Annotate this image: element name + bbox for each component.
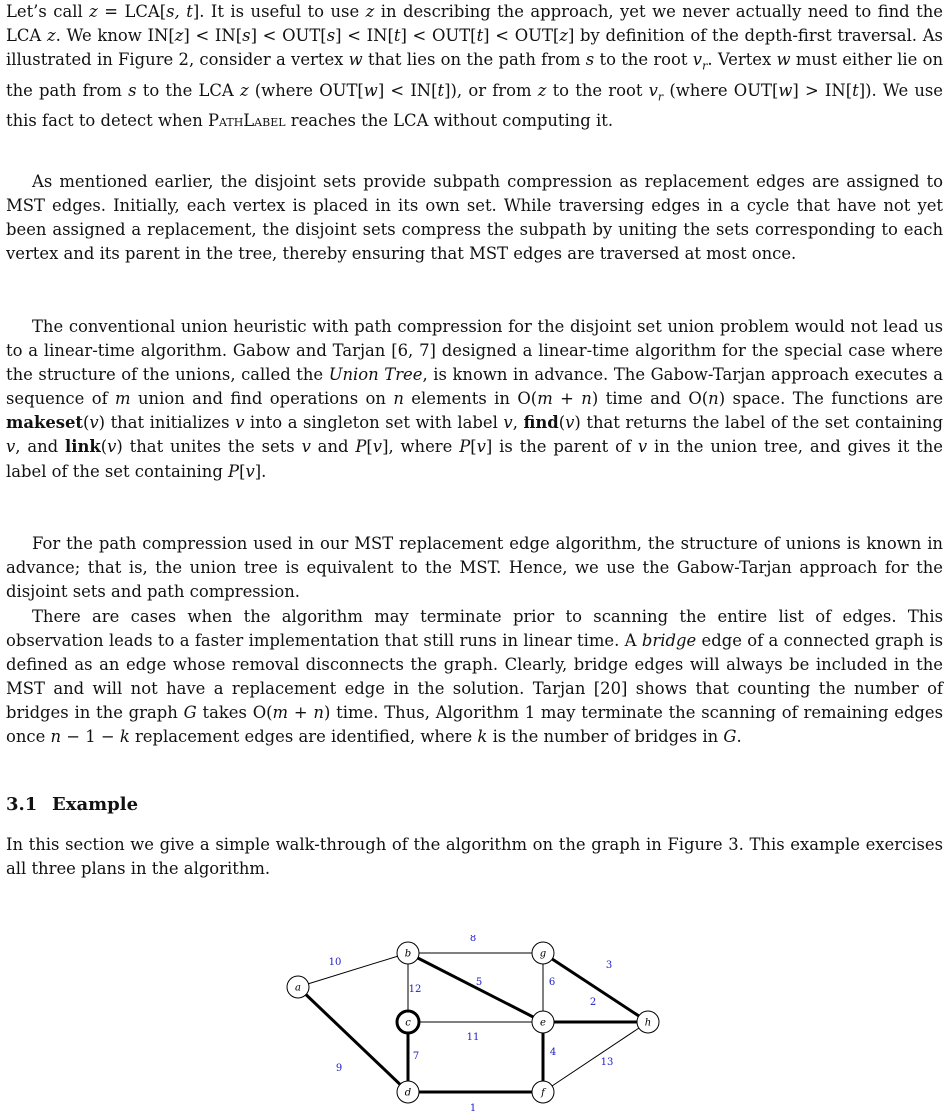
edge-a-b [298, 953, 408, 987]
edge-weight-e-h: 2 [589, 997, 597, 1008]
edge-weight-a-b: 10 [328, 957, 342, 968]
paragraph-bridges: There are cases when the algorithm may terminate prior to scanning the entire list of edges. This observation leads to a faster implementation that still runs in linear time. A bridge edge of a connected graph is defined as an edge whose removal disconnects the graph. Clearly, bridge edges will always be included in the MST and will not have a replacement edge in the solution. Tarjan [20] shows that counting the number of bridges in the graph G takes O(m + n) time. Thus, Algorithm 1 may terminate the scanning of remaining edges once n − 1 − k replacement edges are identified, where k is the number of bridges in G. [6, 607, 944, 747]
node-label-a: a [295, 982, 301, 994]
node-label-c: c [405, 1017, 411, 1029]
paragraph-path-compression: For the path compression used in our MST replacement edge algorithm, the structure of unions is known in advance; that is, the union tree is equivalent to the MST. Hence, we use the Gabow-Tarjan approach for the disjoint sets and path compression. [6, 534, 943, 602]
edge-weight-f-h: 13 [600, 1057, 614, 1068]
example-graph-figure [277, 935, 677, 1111]
section-number: 3.1 [6, 794, 38, 815]
edge-weight-d-f: 1 [469, 1103, 477, 1111]
node-label-g: g [539, 948, 547, 960]
edge-weight-g-h: 3 [605, 960, 613, 971]
edge-weight-b-g: 8 [469, 935, 477, 944]
node-label-f: f [541, 1087, 545, 1099]
paragraph-lca: Let’s call z = LCA[s, t]. It is useful to use z in describing the approach, yet we never actually need to find the LCA z. We know IN[z] < IN[s] < OUT[s] < IN[t] < OUT[t] < OUT[z] by definition of the depth-first traversal. As illustrated in Figure 2, consider a vertex w that lies on the path from s to the root $v_r$. Vertex w must either lie on the path from s to the LCA z (where OUT[w] < IN[t]), or from z to the root $v_r$ (where OUT[w] > IN[t]). We use this fact to detect when PathLabel reaches the LCA without computing it. [6, 2, 944, 130]
edge-g-h [543, 953, 648, 1022]
node-label-d: d [404, 1087, 412, 1099]
edge-weight-c-e: 11 [466, 1032, 480, 1043]
edge-weight-c-d: 7 [412, 1051, 420, 1062]
node-label-h: h [644, 1017, 652, 1029]
node-label-e: e [540, 1017, 546, 1029]
edge-weight-b-e: 5 [475, 977, 483, 988]
section-title: Example [52, 794, 139, 815]
section-heading [6, 794, 138, 815]
edge-weight-e-f: 4 [549, 1047, 557, 1058]
paragraph-example-intro: In this section we give a simple walk-through of the algorithm on the graph in Figure 3. This example exercises all three plans in the algorithm. [6, 835, 943, 879]
paragraph-gabow-tarjan: The conventional union heuristic with path compression for the disjoint set union problem would not lead us to a linear-time algorithm. Gabow and Tarjan [6, 7] designed a linear-time algorithm for the special case where the structure of the unions, called the Union Tree, is known in advance. The Gabow-Tarjan approach executes a sequence of m union and find operations on n elements in O(m + n) time and O(n) space. The functions are makeset(v) that initializes v into a singleton set with label v, find(v) that returns the label of the set containing v, and link(v) that unites the sets v and P[v], where P[v] is the parent of v in the union tree, and gives it the label of the set containing P[v]. [6, 317, 944, 481]
node-label-b: b [404, 948, 412, 960]
edge-weight-b-c: 12 [408, 984, 422, 995]
edge-weight-a-d: 9 [335, 1063, 343, 1074]
edge-f-h [543, 1022, 648, 1092]
edge-a-d [298, 987, 408, 1092]
edge-weight-g-e: 6 [548, 977, 556, 988]
paragraph-disjoint-sets: As mentioned earlier, the disjoint sets provide subpath compression as replacement edges are assigned to MST edges. Initially, each vertex is placed in its own set. While traversing edges in a cycle that have not yet been assigned a replacement, the disjoint sets compress the subpath by uniting the sets corresponding to each vertex and its parent in the tree, thereby ensuring that MST edges are traversed at most once. [6, 172, 943, 264]
